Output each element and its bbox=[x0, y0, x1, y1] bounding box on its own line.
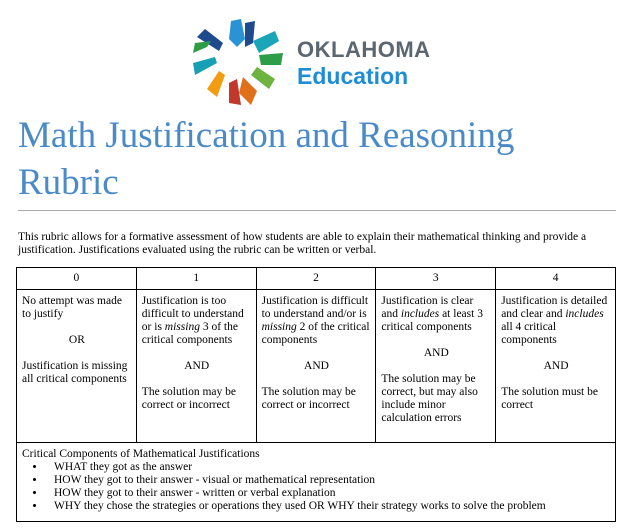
criteria-3-desc: Justification is clear and includes at least 3 critical components bbox=[381, 295, 483, 333]
intro-paragraph: This rubric allows for a formative assessment of how students are able to explain their mathematical thinking and provide a justification. Justifications evaluated using the rubric can be written or verbal. bbox=[18, 231, 587, 256]
component-item: • HOW they got to their answer - visual or mathematical representation bbox=[46, 474, 611, 487]
criteria-4-and: AND bbox=[543, 360, 569, 372]
logo-petal-lower-left-orange bbox=[207, 71, 225, 97]
rubric-criteria-row bbox=[17, 290, 616, 443]
logo-petal-top-blue bbox=[229, 19, 245, 47]
criteria-cell-4 bbox=[496, 290, 616, 443]
star-logo-icon bbox=[191, 17, 287, 109]
criteria-1-solution: The solution may be correct or incorrect bbox=[141, 386, 237, 411]
criteria-0-or: OR bbox=[68, 334, 85, 346]
logo-center bbox=[227, 50, 251, 74]
logo-petal-bottom-red bbox=[229, 79, 241, 105]
criteria-4-solution: The solution must be correct bbox=[501, 386, 598, 411]
score-header-1: 1 bbox=[136, 268, 256, 290]
criteria-2-solution: The solution may be correct or incorrect bbox=[261, 386, 356, 411]
score-header-4: 4 bbox=[496, 268, 616, 290]
logo-petal-bottom-orange bbox=[239, 77, 257, 105]
criteria-3-solution: The solution may be correct, but may also include minor calculation errors bbox=[381, 373, 478, 424]
criteria-0-solution: Justification is missing all critical components bbox=[22, 360, 128, 385]
component-item: • WHY they chose the strategies or operations they used OR WHY their strategy works to solve the problem bbox=[46, 500, 611, 513]
criteria-2-desc: Justification is difficult to understand and/or is missing 2 of the critical components bbox=[261, 295, 370, 346]
oklahoma-education-logo bbox=[191, 17, 451, 109]
logo-petal-right-green bbox=[259, 53, 283, 65]
component-item: • WHAT they got as the answer bbox=[46, 461, 611, 474]
criteria-1-and: AND bbox=[184, 360, 210, 372]
score-header-2: 2 bbox=[256, 268, 376, 290]
criteria-3-and: AND bbox=[423, 347, 449, 359]
components-row bbox=[17, 443, 616, 522]
criteria-cell-0 bbox=[17, 290, 137, 443]
logo-petal-upper-left-green bbox=[193, 41, 211, 53]
components-title: Critical Components of Mathematical Justifications bbox=[22, 448, 260, 460]
brand-name: OKLAHOMA bbox=[297, 37, 431, 62]
component-item: • HOW they got to their answer - written or verbal explanation bbox=[46, 487, 611, 500]
score-header-0: 0 bbox=[17, 268, 137, 290]
rubric-header-row bbox=[17, 268, 616, 290]
rubric-table bbox=[16, 267, 616, 522]
criteria-0-desc: No attempt was made to justify bbox=[22, 295, 122, 320]
brand-subtitle: Education bbox=[297, 63, 409, 89]
critical-components-cell bbox=[17, 443, 616, 522]
score-header-3: 3 bbox=[376, 268, 496, 290]
document-title: Math Justification and Reasoning Rubric bbox=[18, 115, 515, 203]
criteria-cell-3 bbox=[376, 290, 496, 443]
title-divider bbox=[18, 210, 616, 211]
criteria-4-desc: Justification is detailed and clear and includes all 4 critical components bbox=[501, 295, 608, 346]
components-list bbox=[22, 461, 611, 513]
criteria-1-desc: Justification is too difficult to understand or is missing 3 of the critical components bbox=[141, 295, 244, 346]
criteria-cell-1 bbox=[136, 290, 256, 443]
logo-petal-top-navy bbox=[245, 21, 255, 47]
logo-petal-lower-right-green bbox=[251, 67, 275, 89]
logo-petal-right-teal bbox=[253, 31, 279, 53]
criteria-cell-2 bbox=[256, 290, 376, 443]
logo-petal-left-teal bbox=[193, 57, 217, 75]
criteria-2-and: AND bbox=[304, 360, 329, 372]
